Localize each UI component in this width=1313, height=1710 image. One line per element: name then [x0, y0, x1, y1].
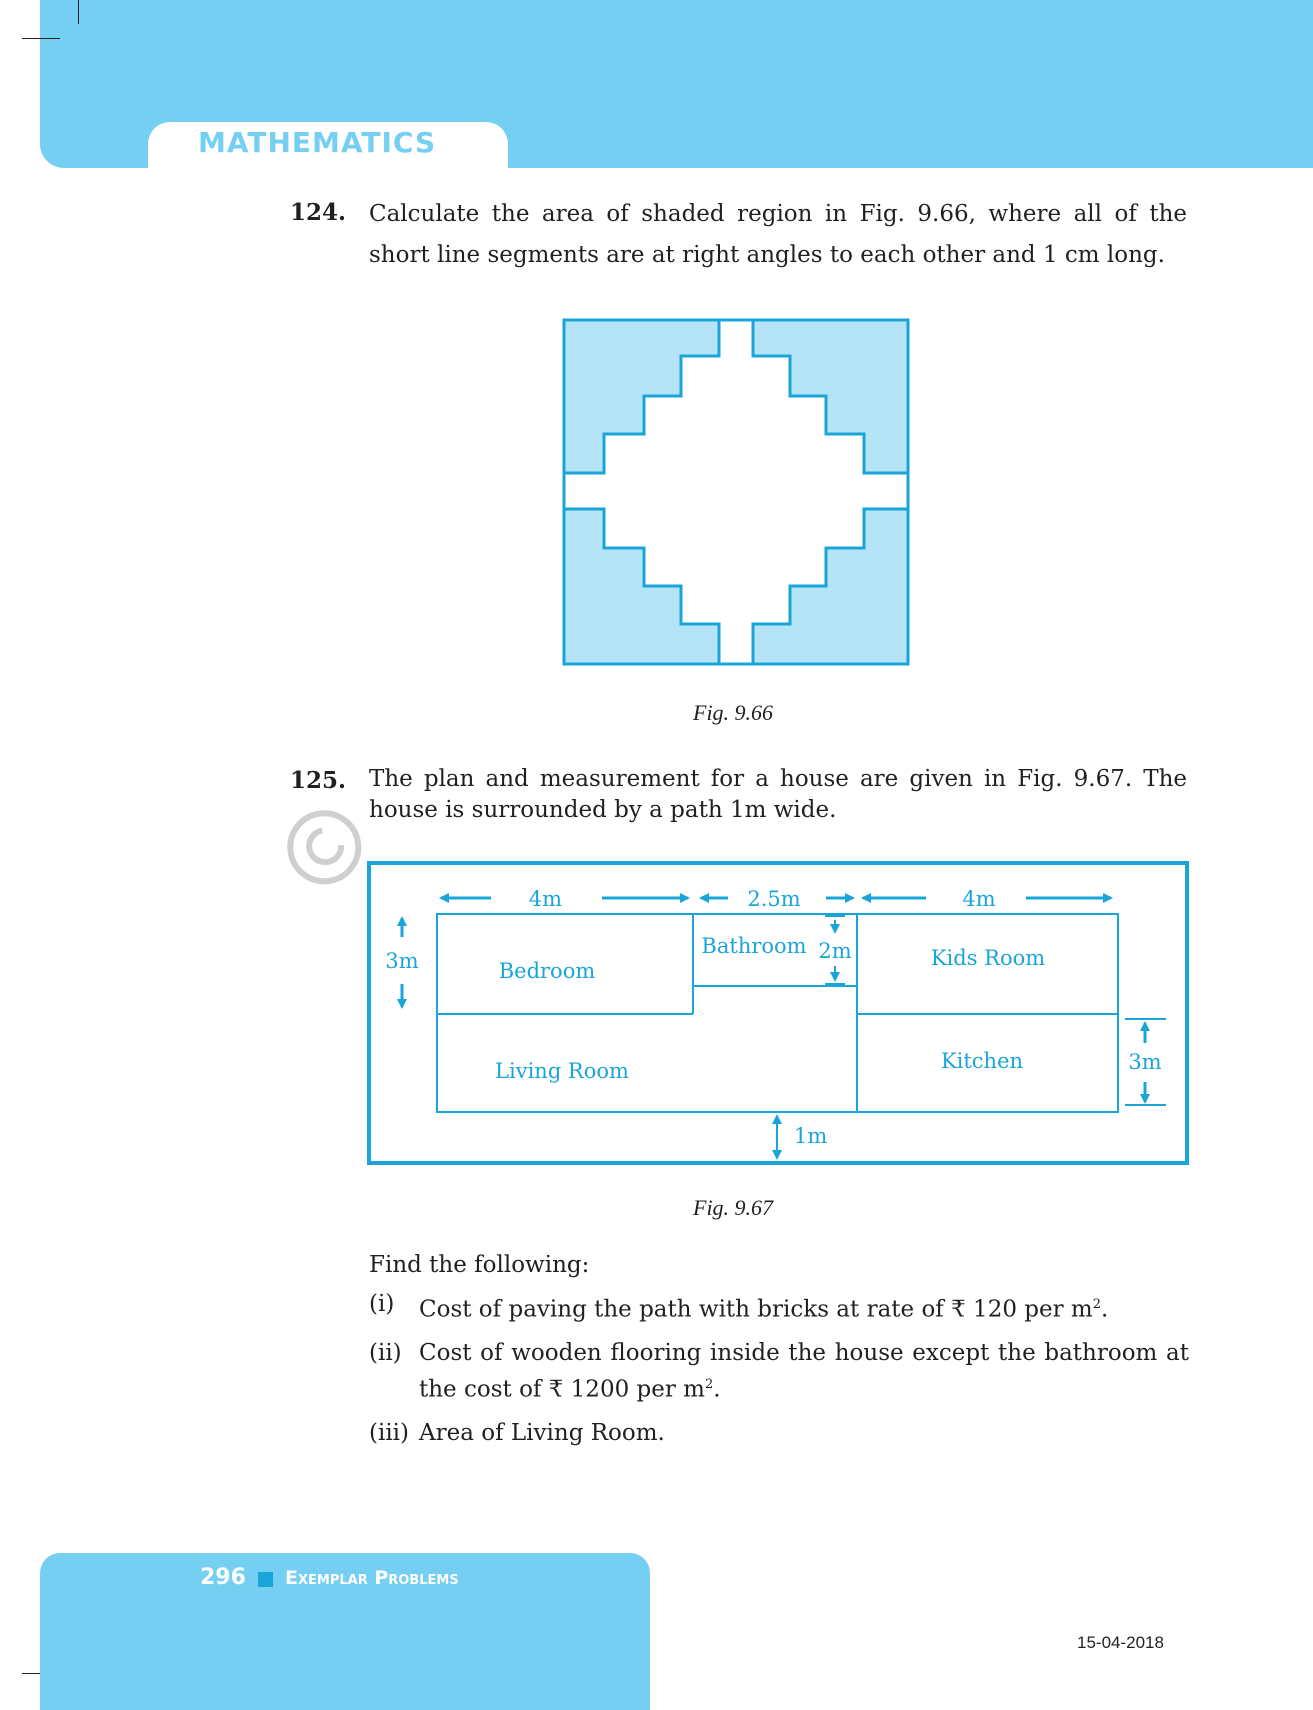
room-kids-room: Kids Room	[930, 946, 1046, 970]
subject-title: MATHEMATICS	[198, 126, 437, 159]
find-intro: Find the following:	[369, 1252, 590, 1278]
page-number: 296	[200, 1565, 246, 1590]
dimension-path-width: 1m	[794, 1124, 828, 1148]
question-number-125: 125.	[290, 767, 347, 794]
list-item	[369, 1338, 1189, 1403]
figure-9-67	[366, 860, 1190, 1168]
question-124-text: Calculate the area of shaded region in Fig. 9.66, where all of the short line segments are at right angles to each other and 1 cm long.	[369, 201, 1187, 268]
room-kitchen: Kitchen	[940, 1049, 1024, 1073]
dimension-kitchen-height: 3m	[1128, 1050, 1162, 1074]
book-title: Exemplar Problems	[285, 1567, 459, 1589]
item-label: (iii)	[369, 1420, 410, 1446]
item-label: (ii)	[369, 1340, 402, 1366]
list-item	[369, 1418, 1189, 1449]
item-text: Area of Living Room.	[419, 1420, 665, 1446]
figure-9-67-caption: Fig. 9.67	[693, 1195, 774, 1220]
room-bedroom: Bedroom	[498, 959, 596, 983]
figure-9-66	[560, 316, 916, 668]
item-text: Cost of wooden flooring inside the house except the bathroom at the cost of ₹ 1200 per $m^2$.	[419, 1340, 1189, 1403]
question-number-124: 124.	[290, 199, 347, 226]
dimension-kids-room-width: 4m	[962, 887, 996, 911]
list-item	[369, 1289, 1189, 1323]
print-date: 15-04-2018	[1077, 1633, 1164, 1652]
room-bathroom: Bathroom	[701, 934, 807, 958]
square-bullet-icon	[258, 1572, 273, 1587]
copyright-icon	[268, 791, 380, 903]
item-text: Cost of paving the path with bricks at rate of ₹ 120 per $m^2$.	[419, 1296, 1109, 1323]
crop-mark	[22, 38, 60, 39]
dimension-bedroom-height: 3m	[385, 949, 419, 973]
dimension-bathroom-height: 2m	[818, 939, 852, 963]
item-label: (i)	[369, 1291, 395, 1317]
dimension-bathroom-width: 2.5m	[747, 887, 801, 911]
dimension-bedroom-width: 4m	[528, 887, 562, 911]
question-125-text: The plan and measurement for a house are given in Fig. 9.67. The house is surrounded by a path 1m wide.	[369, 766, 1187, 823]
crop-mark	[78, 0, 79, 24]
room-living-room: Living Room	[495, 1059, 629, 1083]
figure-9-66-caption: Fig. 9.66	[693, 700, 774, 725]
